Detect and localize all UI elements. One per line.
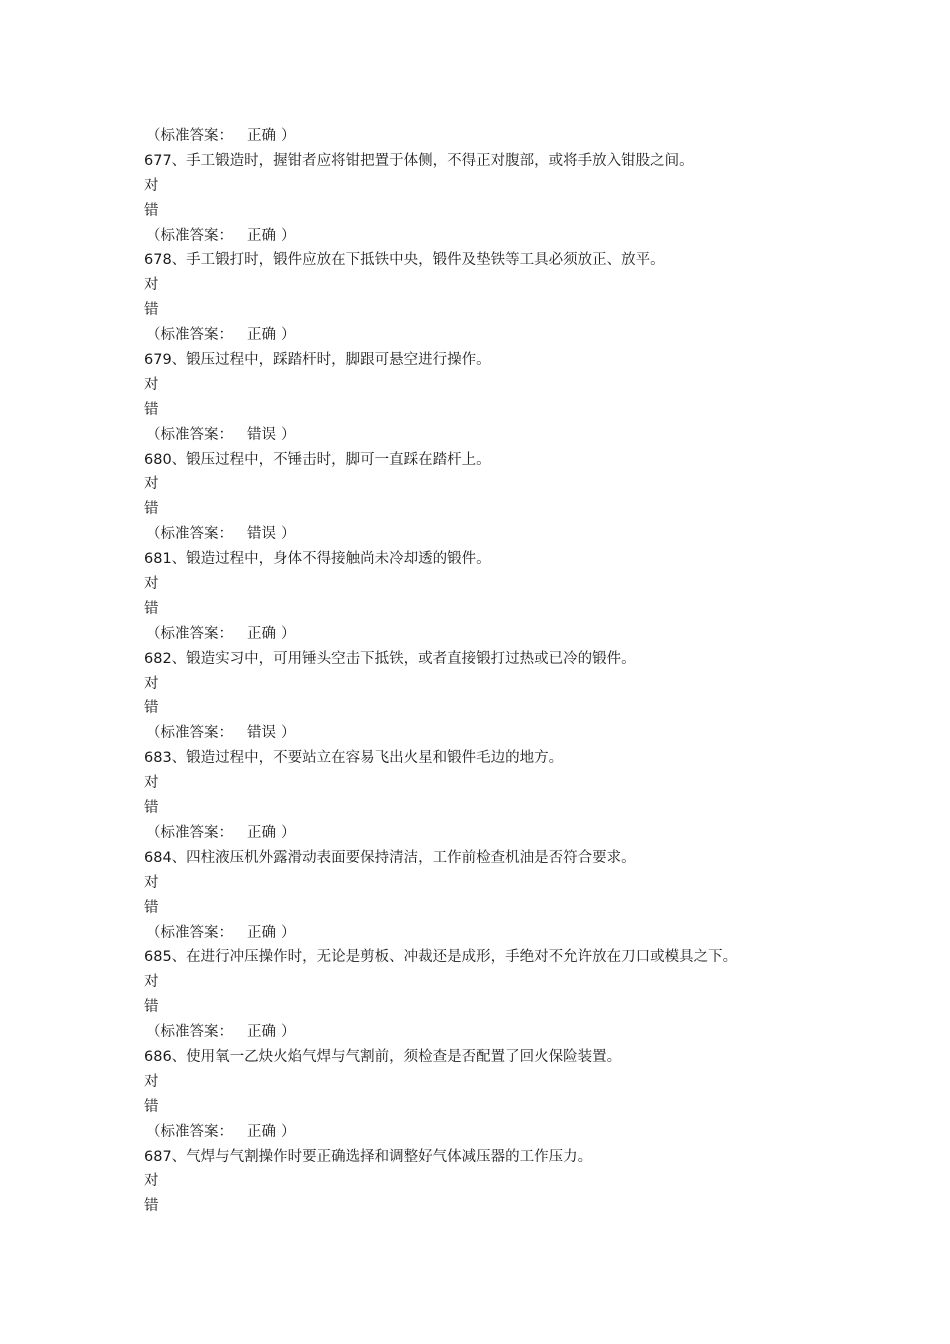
answer-value: 正确 (247, 924, 276, 941)
answer-value: 正确 (247, 824, 276, 841)
question-text: 678、手工锻打时，锻件应放在下抵铁中央，锻件及垫铁等工具必须放正、放平。 (144, 252, 665, 269)
answer-suffix: ） (281, 526, 296, 543)
question-list (144, 124, 824, 1219)
answer-suffix: ） (281, 725, 296, 742)
answer-suffix: ） (281, 426, 296, 443)
answer-value: 错误 (247, 725, 276, 742)
option-false: 错 (144, 1098, 159, 1115)
option-false: 错 (144, 700, 159, 717)
answer-line (144, 721, 824, 746)
question-text: 685、在进行冲压操作时，无论是剪板、冲裁还是成形，手绝对不允许放在刀口或模具之下。 (144, 949, 738, 966)
question-text: 686、使用氧一乙炔火焰气焊与气割前，须检查是否配置了回火保险装置。 (144, 1048, 622, 1065)
answer-value: 正确 (247, 227, 276, 244)
answer-line (144, 1020, 824, 1045)
option-true: 对 (144, 874, 159, 891)
option-false: 错 (144, 1198, 159, 1215)
answer-suffix: ） (281, 227, 296, 244)
option-true: 对 (144, 277, 159, 294)
option-false: 错 (144, 401, 159, 418)
answer-line (144, 622, 824, 647)
answer-value: 正确 (247, 1123, 276, 1140)
answer-value: 正确 (247, 625, 276, 642)
answer-prefix: （标准答案： (146, 1024, 233, 1041)
option-false: 错 (144, 800, 159, 817)
answer-line (144, 323, 824, 348)
option-true: 对 (144, 775, 159, 792)
question-text: 684、四柱液压机外露滑动表面要保持清洁，工作前检查机油是否符合要求。 (144, 849, 636, 866)
option-true: 对 (144, 675, 159, 692)
answer-prefix: （标准答案： (146, 227, 233, 244)
answer-line (144, 522, 824, 547)
option-false: 错 (144, 899, 159, 916)
answer-prefix: （标准答案： (146, 924, 233, 941)
answer-prefix: （标准答案： (146, 327, 233, 344)
option-false: 错 (144, 600, 159, 617)
answer-prefix: （标准答案： (146, 526, 233, 543)
answer-value: 正确 (247, 1024, 276, 1041)
answer-prefix: （标准答案： (146, 1123, 233, 1140)
option-true: 对 (144, 576, 159, 593)
option-false: 错 (144, 302, 159, 319)
option-true: 对 (144, 376, 159, 393)
answer-value: 正确 (247, 327, 276, 344)
question-text: 687、气焊与气割操作时要正确选择和调整好气体减压器的工作压力。 (144, 1148, 593, 1165)
option-true: 对 (144, 1073, 159, 1090)
option-true: 对 (144, 974, 159, 991)
question-text: 677、手工锻造时，握钳者应将钳把置于体侧，不得正对腹部，或将手放入钳股之间。 (144, 152, 694, 169)
answer-suffix: ） (281, 625, 296, 642)
answer-prefix: （标准答案： (146, 725, 233, 742)
answer-suffix: ） (281, 128, 296, 144)
answer-value: 错误 (247, 526, 276, 543)
answer-prefix: （标准答案： (146, 426, 233, 443)
answer-suffix: ） (281, 327, 296, 344)
answer-prefix: （标准答案： (146, 824, 233, 841)
answer-suffix: ） (281, 1024, 296, 1041)
option-true: 对 (144, 476, 159, 493)
answer-line (144, 921, 824, 946)
answer-suffix: ） (281, 924, 296, 941)
answer-line (144, 821, 824, 846)
question-text: 679、锻压过程中，踩踏杆时，脚跟可悬空进行操作。 (144, 352, 491, 369)
answer-prefix: （标准答案： (146, 625, 233, 642)
answer-suffix: ） (281, 824, 296, 841)
answer-value: 错误 (247, 426, 276, 443)
option-false: 错 (144, 202, 159, 219)
answer-line (144, 124, 824, 149)
answer-suffix: ） (281, 1123, 296, 1140)
question-text: 683、锻造过程中，不要站立在容易飞出火星和锻件毛边的地方。 (144, 750, 564, 767)
answer-value: 正确 (247, 128, 276, 144)
option-true: 对 (144, 1173, 159, 1190)
option-true: 对 (144, 177, 159, 194)
answer-prefix: （标准答案： (146, 128, 233, 144)
question-text: 682、锻造实习中，可用锤头空击下抵铁，或者直接锻打过热或已冷的锻件。 (144, 650, 636, 667)
answer-line (144, 423, 824, 448)
answer-line (144, 224, 824, 249)
question-text: 680、锻压过程中，不锤击时，脚可一直踩在踏杆上。 (144, 451, 491, 468)
option-false: 错 (144, 999, 159, 1016)
option-false: 错 (144, 501, 159, 518)
answer-line (144, 1120, 824, 1145)
question-text: 681、锻造过程中，身体不得接触尚未冷却透的锻件。 (144, 551, 491, 568)
